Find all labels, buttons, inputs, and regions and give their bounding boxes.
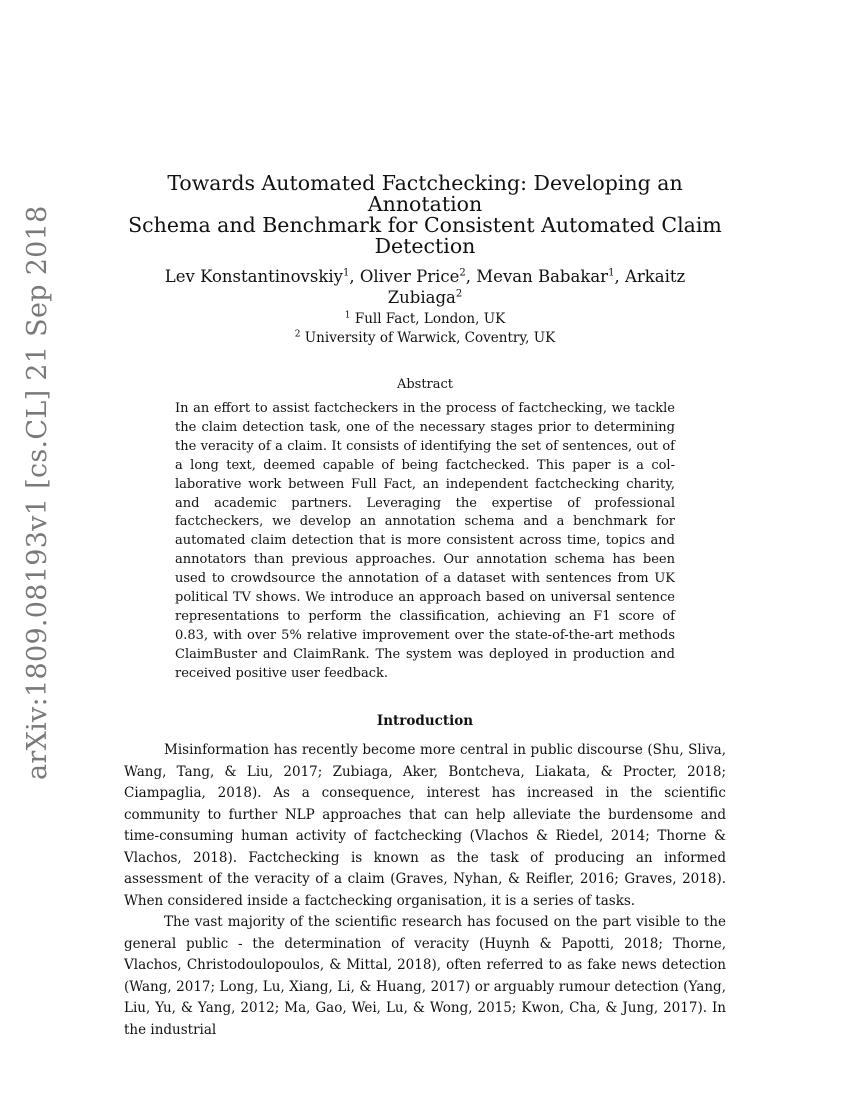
introduction-heading: Introduction <box>376 713 474 729</box>
paragraph: The vast majority of the scientific research has focused on the part visible to the general public - the determination of veracity (Huynh & Papotti, 2018; Thorne, Vlachos, Christodoulopoulos, & Mittal, 2018), often referred to as fake news detection (Wang, 2017; Long, Lu, Xiang, Li, & Huang, 2017) or arguably rumour detection (Yang, Liu, Yu, & Yang, 2012; Ma, Gao, Wei, Lu, & Wong, 2015; Kwon, Cha, & Jung, 2017). In the industrial <box>124 914 726 1038</box>
abstract-body: In an effort to assist factcheckers in the process of factchecking, we tackle the claim detection task, one of the necessary stages prior to determining the veracity of a claim. It consists of identifying the set of sentences, out of a long text, deemed capable of being factchecked. This paper is a collaborative work between Full Fact, an independent factchecking charity, and academic partners. Leveraging the expertise of professional factcheckers, we develop an annotation schema and a benchmark for automated claim detection that is more consistent across time, topics and annotators than previous approaches. Our annotation schema has been used to crowdsource the annotation of a dataset with sentences from UK political TV shows. We introduce an approach based on universal sentence representations to perform the classification, achieving an F1 score of 0.83, with over 5% relative improvement over the state-of-the-art methods ClaimBuster and ClaimRank. The system was deployed in production and received positive user feedback. <box>175 401 675 681</box>
title-line-3: Detection <box>374 234 476 258</box>
arxiv-identifier-stamp[interactable]: arXiv:1809.08193v1 [cs.CL] 21 Sep 2018 <box>22 205 53 780</box>
author-name: Oliver Price <box>359 267 460 286</box>
affiliation-number: 1 <box>344 310 351 321</box>
author-affiliation-mark: 1 <box>342 267 350 279</box>
author-name: Zubiaga <box>387 288 456 307</box>
affiliation-text: University of Warwick, Coventry, UK <box>300 330 556 346</box>
author-affiliation-mark: 2 <box>459 267 466 279</box>
affiliation-number: 2 <box>294 329 301 340</box>
author-affiliation-mark: 2 <box>455 288 463 300</box>
author-name: Mevan Babakar <box>476 267 609 286</box>
affiliation-1 <box>120 310 730 329</box>
author-name: Arkaitz <box>624 267 686 286</box>
paragraph: Misinformation has recently become more central in public discourse (Shu, Sliva, Wang, Tang, & Liu, 2017; Zubiaga, Aker, Bontcheva, Liakata, & Procter, 2018; Ciampaglia, 2018). As a consequence, interest has increased in the scientific community to further NLP approaches that can help alleviate the burdensome and time-consuming human activity of factchecking (Vlachos & Riedel, 2014; Thorne & Vlachos, 2018). Factchecking is known as the task of producing an informed assessment of the veracity of a claim (Graves, Nyhan, & Reifler, 2016; Graves, 2018). When considered inside a factchecking organisation, it is a series of tasks. <box>124 742 726 909</box>
author-list <box>120 266 730 308</box>
author-affiliation-mark: 1 <box>608 267 615 279</box>
title-line-1: Towards Automated Factchecking: Developing an Annotation <box>167 171 683 216</box>
affiliation-list <box>120 310 730 348</box>
affiliation-text: Full Fact, London, UK <box>350 311 506 327</box>
introduction-body <box>124 740 726 1041</box>
abstract-heading: Abstract <box>396 377 454 392</box>
author-line-2 <box>120 287 730 308</box>
author-line-1: Lev Konstantinovskiy$^1$, Oliver Price$^2$, Mevan Babakar$^1$, Arkaitz <box>164 267 686 286</box>
author-name: Lev Konstantinovskiy <box>164 267 343 286</box>
title-line-2: Schema and Benchmark for Consistent Automated Claim <box>128 213 722 237</box>
paper-title <box>120 173 730 257</box>
affiliation-2 <box>120 329 730 348</box>
